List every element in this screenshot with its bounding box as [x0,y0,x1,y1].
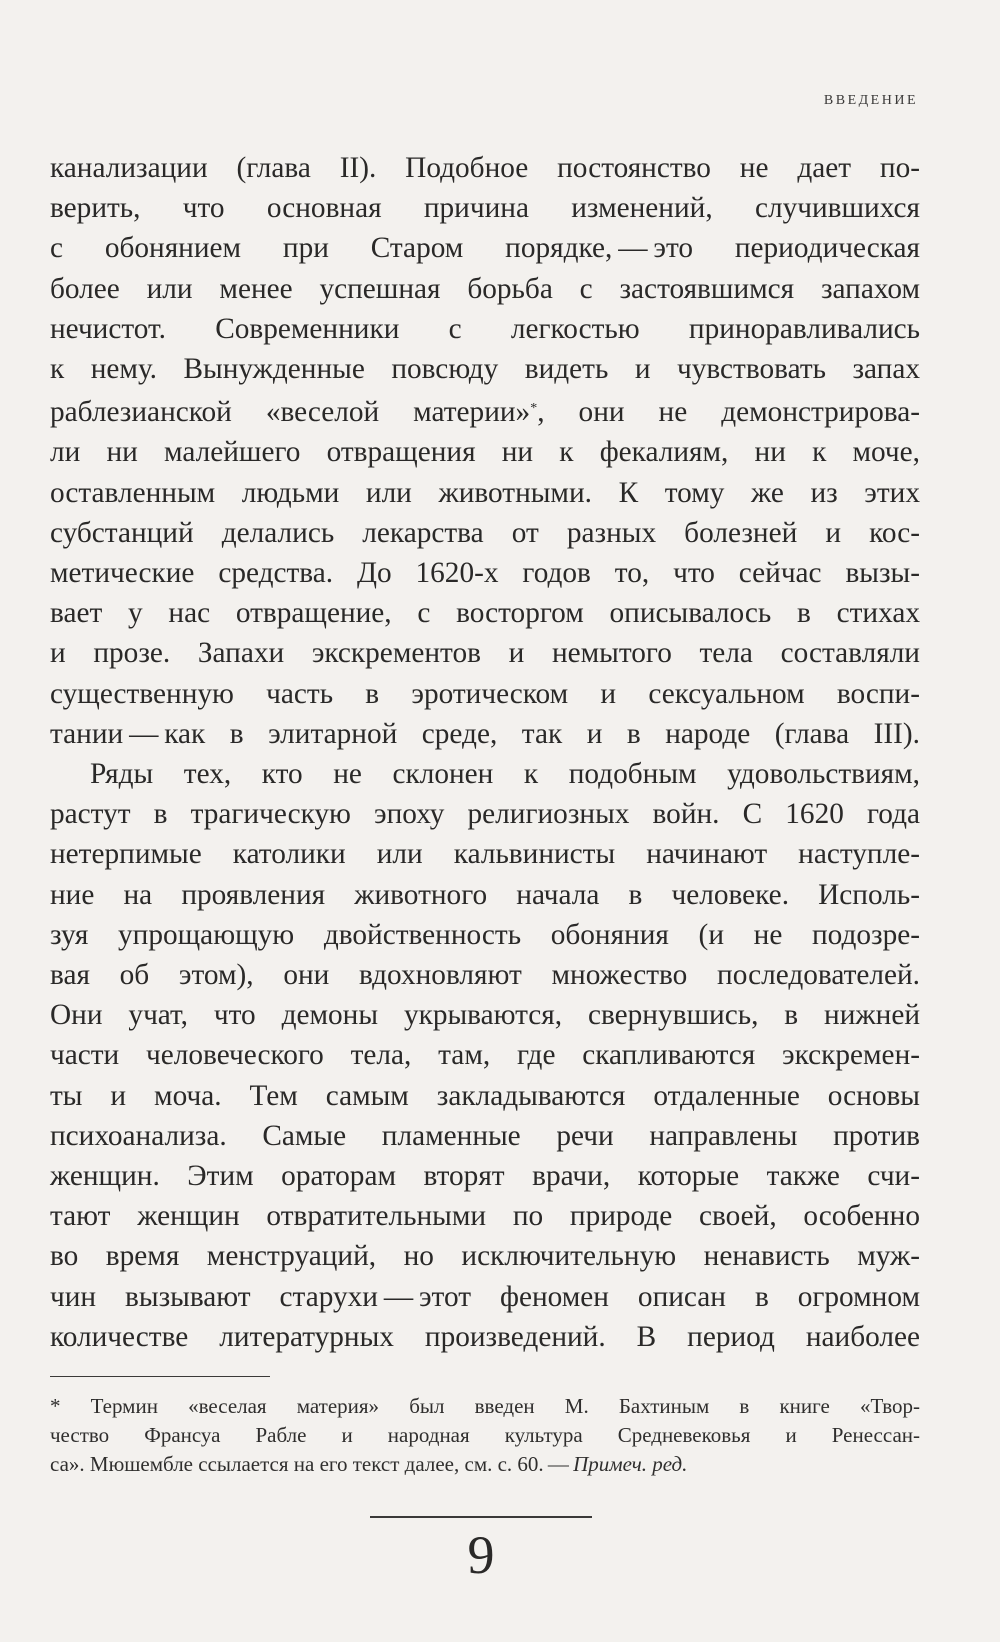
text-line: нечистот. Современники с легкостью приноравливались [50,312,920,345]
text-line-segment: , они не демонстрирова- [537,396,920,429]
text-line: психоанализа. Самые пламенные речи направлены против [50,1119,920,1152]
text-line: растут в трагическую эпоху религиозных войн. С 1620 года [50,798,920,831]
text-line: ты и моча. Тем самым закладываются отдаленные основы [50,1079,920,1112]
page-number: 9 [467,1525,495,1585]
text-line: чин вызывают старухи — этот феномен описан в огромном [50,1280,920,1313]
text-line: с обонянием при Старом порядке, — это периодическая [50,232,920,265]
editor-note: Примеч. ред. [573,1452,688,1476]
text-line-segment: раблезианской «веселой материи» [50,396,531,429]
text-line: вая об этом), они вдохновляют множество последователей. [50,959,920,992]
footnote-marker: * [50,1394,61,1418]
text-line: оставленным людьми или животными. К тому же из этих [50,476,920,509]
text-line: верить, что основная причина изменений, случившихся [50,192,920,225]
text-line: ли ни малейшего отвращения ни к фекалиям, ни к моче, [50,436,920,469]
text-line: количестве литературных произведений. В период наиболее [50,1320,920,1353]
text-line: более или менее успешная борьба с застоявшимся запахом [50,272,920,305]
text-line: Ряды тех, кто не склонен к подобным удовольствиям, [90,758,920,791]
text-line: нетерпимые католики или кальвинисты начинают наступле- [50,838,920,871]
page-number-rule [370,1516,592,1518]
text-line: женщин. Этим ораторам вторят врачи, которые также счи- [50,1160,920,1193]
footnote-text: са». Мюшембле ссылается на его текст далее, см. с. 60. — [50,1452,574,1476]
text-line: канализации (глава II). Подобное постоянство не дает по- [50,152,920,184]
text-line: существенную часть в эротическом и сексуальном воспи- [50,677,920,710]
text-line: ние на проявления животного начала в человеке. Исполь- [50,878,920,911]
text-line: Они учат, что демоны укрываются, свернувшись, в нижней [50,999,920,1032]
footnote [50,1392,920,1479]
text-line-with-footnote [50,389,920,432]
text-line: вает у нас отвращение, с восторгом описывалось в стихах [50,597,920,630]
text-line: во время менструаций, но исключительную ненависть муж- [50,1240,920,1273]
text-line: части человеческого тела, там, где скапливаются экскремен- [50,1039,920,1072]
text-line: субстанций делались лекарства от разных болезней и кос- [50,516,920,549]
text-line: метические средства. До 1620-х годов то, что сейчас вызы- [50,557,920,590]
text-line: тают женщин отвратительными по природе своей, особенно [50,1200,920,1233]
footnote-reference: * [530,401,538,417]
footnote-line: чество Франсуа Рабле и народная культура Средневековья и Ренессан- [50,1423,920,1447]
footnote-line-1 [50,1392,920,1421]
main-text [50,148,920,1357]
running-head: ВВЕДЕНИЕ [823,93,918,108]
text-line: к нему. Вынужденные повсюду видеть и чувствовать запах [50,353,920,386]
footnote-last-line [50,1450,920,1479]
text-line: и прозе. Запахи экскрементов и немытого тела составляли [50,637,920,670]
footnote-text: Термин «веселая материя» был введен М. Бахтиным в книге «Твор- [90,1394,920,1418]
text-line: тании — как в элитарной среде, так и в народе (глава III). [50,717,920,750]
text-line: зуя упрощающую двойственность обоняния (и не подозре- [50,918,920,951]
footnote-divider [50,1376,270,1377]
